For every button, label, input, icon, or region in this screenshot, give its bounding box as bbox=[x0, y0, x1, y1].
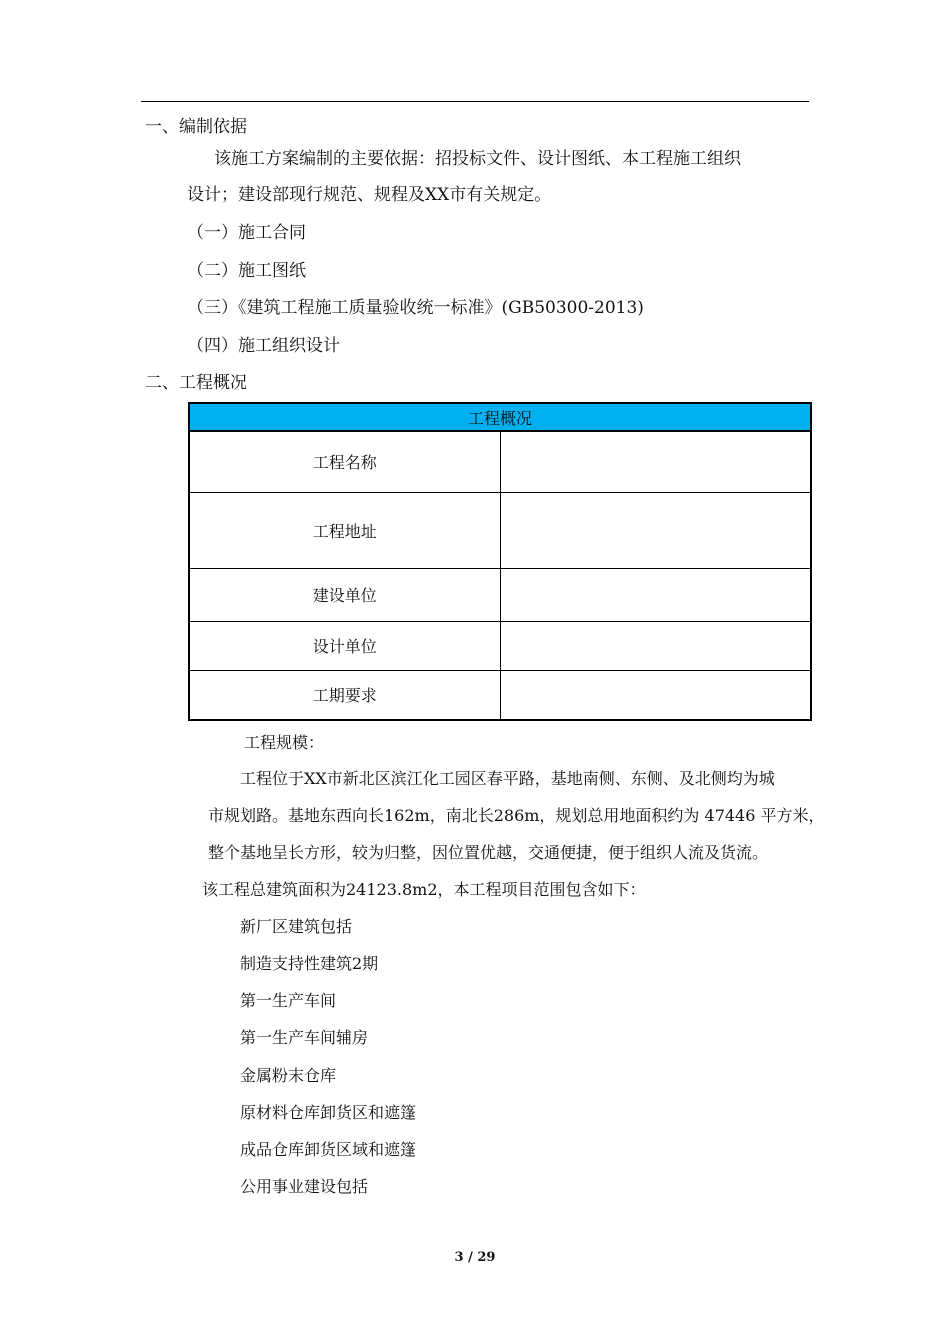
row-label-designer: 设计单位 bbox=[189, 621, 500, 670]
scope-item: 原材料仓库卸货区和遮篷 bbox=[240, 1103, 417, 1122]
row-label-schedule: 工期要求 bbox=[189, 670, 500, 720]
project-overview-table bbox=[188, 402, 812, 721]
scope-item: 新厂区建筑包括 bbox=[240, 917, 353, 936]
basis-item: （三）《建筑工程施工质量验收统一标准》(GB50300-2013) bbox=[187, 298, 644, 318]
scope-item: 公用事业建设包括 bbox=[240, 1177, 369, 1196]
row-value-schedule bbox=[500, 670, 811, 720]
section1-paragraph-line2: 设计；建设部现行规范、规程及XX市有关规定。 bbox=[187, 185, 552, 205]
row-label-project-name: 工程名称 bbox=[189, 431, 500, 492]
table-row bbox=[189, 568, 811, 621]
table-row bbox=[189, 670, 811, 720]
row-label-client: 建设单位 bbox=[189, 568, 500, 621]
row-value-client bbox=[500, 568, 811, 621]
header-rule bbox=[141, 101, 809, 102]
scale-line2: 市规划路。基地东西向长162m，南北长286m，规划总用地面积约为 47446 平方米， bbox=[208, 806, 825, 825]
scope-item: 金属粉末仓库 bbox=[240, 1066, 337, 1085]
total-area-text: 该工程总建筑面积为24123.8m2，本工程项目范围包含如下： bbox=[202, 880, 646, 899]
row-value-designer bbox=[500, 621, 811, 670]
table-row bbox=[189, 621, 811, 670]
section2-heading: 二、工程概况 bbox=[145, 373, 247, 393]
basis-item: （四）施工组织设计 bbox=[187, 336, 340, 356]
basis-item: （一）施工合同 bbox=[187, 223, 306, 243]
table-row bbox=[189, 492, 811, 568]
page-number: 3 / 29 bbox=[454, 1250, 496, 1265]
scope-item: 制造支持性建筑2期 bbox=[240, 954, 379, 973]
section1-paragraph-line1: 该施工方案编制的主要依据：招投标文件、设计图纸、本工程施工组织 bbox=[214, 149, 741, 169]
scale-line3: 整个基地呈长方形，较为归整，因位置优越，交通便捷，便于组织人流及货流。 bbox=[208, 843, 769, 862]
row-value-project-name bbox=[500, 431, 811, 492]
scale-heading: 工程规模： bbox=[244, 733, 325, 752]
basis-item: （二）施工图纸 bbox=[187, 261, 306, 281]
table-title: 工程概况 bbox=[189, 403, 811, 431]
row-value-project-address bbox=[500, 492, 811, 568]
section1-heading: 一、编制依据 bbox=[145, 117, 247, 137]
scope-item: 第一生产车间辅房 bbox=[240, 1028, 369, 1047]
scale-line1: 工程位于XX市新北区滨江化工园区春平路，基地南侧、东侧、及北侧均为城 bbox=[240, 769, 775, 788]
row-label-project-address: 工程地址 bbox=[189, 492, 500, 568]
table-row bbox=[189, 431, 811, 492]
scope-item: 成品仓库卸货区域和遮篷 bbox=[240, 1140, 417, 1159]
scope-item: 第一生产车间 bbox=[240, 991, 337, 1010]
